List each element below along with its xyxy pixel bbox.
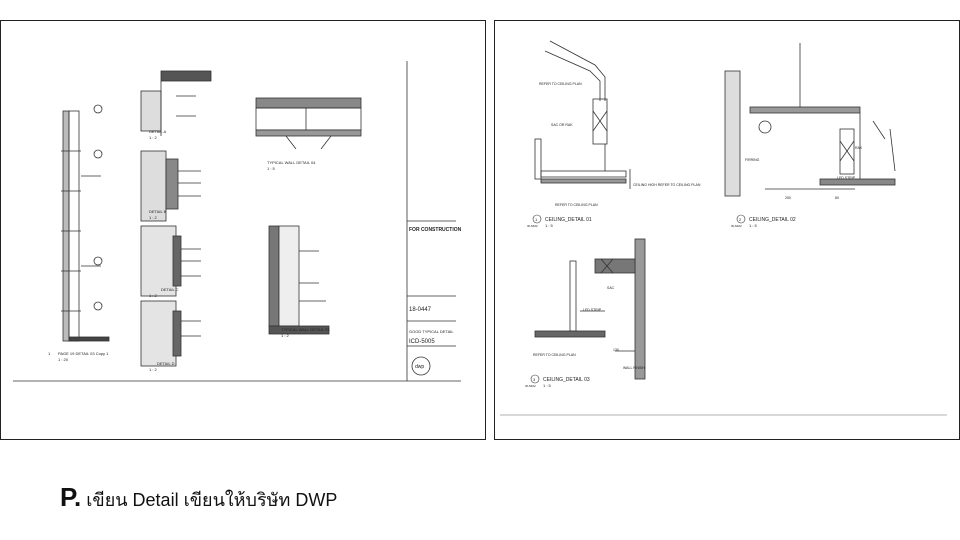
title-block-drawing-no: ICD-5005 xyxy=(409,339,435,345)
ceiling-2-num: 2 xyxy=(739,217,742,222)
detail-3-scale: 1 : 2 xyxy=(281,333,289,338)
ceiling-1-num: 1 xyxy=(535,217,538,222)
note-refer-ceiling-3: REFER TO CEILING PLAN xyxy=(533,353,576,357)
detail-2-scale: 1 : 5 xyxy=(267,166,275,171)
detail-1-title: PAGE 19 DETAIL 03 Copy 1 xyxy=(58,351,109,356)
note-led-strip: LED STRIP xyxy=(837,176,856,180)
detail-d-scale: 1 : 2 xyxy=(149,367,157,372)
drawing-sheet-ceiling-details xyxy=(494,20,960,440)
title-block-sheet-title: GOOD TYPICAL DETAIL xyxy=(409,329,454,334)
note-led-strip-2: LED STRIP xyxy=(583,308,602,312)
detail-1-num: 1 xyxy=(48,351,51,356)
detail-c-title: DETAIL C xyxy=(161,287,179,292)
ceiling-3-num: 3 xyxy=(533,377,536,382)
note-wall-finish: WALL FINISH xyxy=(623,366,645,370)
caption-text: เขียน Detail เขียนให้บริษัท DWP xyxy=(86,490,338,510)
note-ceiling-high: CEILING HIGH REFER TO CEILING PLAN xyxy=(633,183,701,187)
detail-3-title: TYPICAL WALL DETAIL 03 xyxy=(281,327,330,332)
detail-d-title: DETAIL D xyxy=(157,361,175,366)
note-refer-ceiling: REFER TO CEILING PLAN xyxy=(539,82,582,86)
detail-a-title: DETAIL A xyxy=(149,129,167,134)
detail-b-scale: 1 : 2 xyxy=(149,215,157,220)
ceiling-3-scale: 1 : 5 xyxy=(543,383,551,388)
wall-details-drawing xyxy=(1,21,485,439)
ceiling-2-title: CEILING_DETAIL 02 xyxy=(749,217,796,223)
ceiling-3-title: CEILING_DETAIL 03 xyxy=(543,377,590,383)
note-firring: FIRRING xyxy=(745,158,760,162)
ceiling-1-ref: ID-5402 xyxy=(527,224,538,228)
ceiling-3-ref: ID-5402 xyxy=(525,384,536,388)
note-sac-or-rak: SAC OR RAK xyxy=(551,123,573,127)
ceiling-1-title: CEILING_DETAIL 01 xyxy=(545,217,592,223)
caption-letter: P. xyxy=(60,482,82,512)
detail-2-title: TYPICAL WALL DETAIL 04 xyxy=(267,160,316,165)
detail-c-scale: 1 : 2 xyxy=(149,293,157,298)
dim-80: 80 xyxy=(835,196,839,200)
dim-130: 130 xyxy=(613,348,619,352)
detail-a-scale: 1 : 2 xyxy=(149,135,157,140)
note-sac: SAC xyxy=(607,286,615,290)
detail-1-scale: 1 : 20 xyxy=(58,357,69,362)
ceiling-details-drawing xyxy=(495,21,959,439)
note-refer-ceiling-2: REFER TO CEILING PLAN xyxy=(555,203,598,207)
ceiling-2-ref: ID-5402 xyxy=(731,224,742,228)
title-block-logo: dwp xyxy=(415,364,425,370)
slide-caption xyxy=(60,482,337,514)
drawing-sheet-wall-details xyxy=(0,20,486,440)
note-rak: RAK xyxy=(855,146,863,150)
detail-b-title: DETAIL B xyxy=(149,209,167,214)
dim-250: 250 xyxy=(785,196,791,200)
ceiling-2-scale: 1 : 5 xyxy=(749,223,757,228)
title-block-status: FOR CONSTRUCTION xyxy=(409,227,462,233)
ceiling-1-scale: 1 : 5 xyxy=(545,223,553,228)
title-block-project-no: 18-0447 xyxy=(409,307,432,313)
